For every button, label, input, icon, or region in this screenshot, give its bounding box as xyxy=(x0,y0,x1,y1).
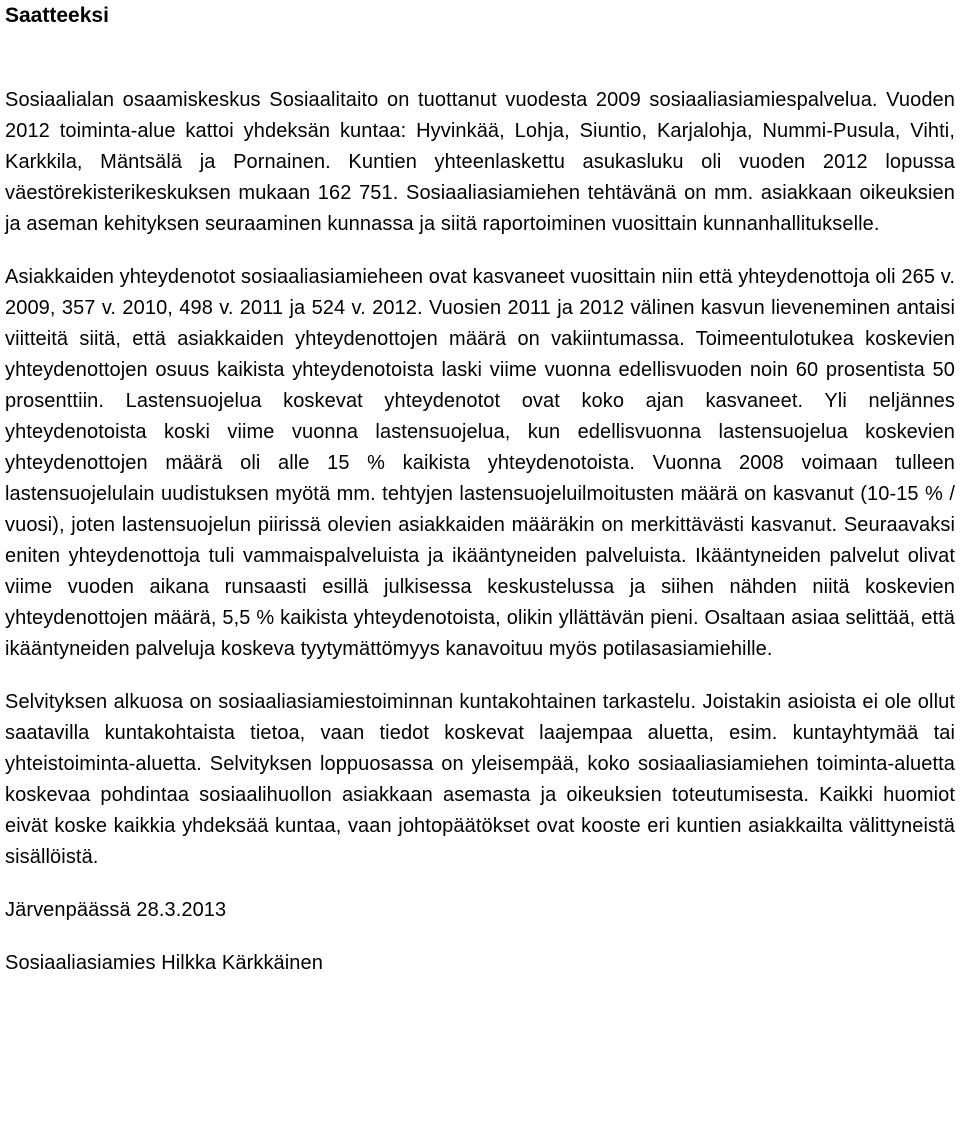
place-and-date: Järvenpäässä 28.3.2013 xyxy=(5,899,227,921)
paragraph-contacts: Asiakkaiden yhteydenotot sosiaaliasiamieheen ovat kasvaneet vuosittain niin että yhteydenottoja oli 265 v. 2009, 357 v. 2010, 498 v. 2011 ja 524 v. 2012. Vuosien 2011 ja 2012 välinen kasvun lieveneminen antaisi viitteitä siitä, että asiakkaiden yhteydenottojen määrä on vakiintumassa. Toimeentulotukea koskevien yhteydenottojen osuus kaikista yhteydenotoista laski viime vuonna edellisvuoden noin 60 prosentista 50 prosenttiin. Lastensuojelua koskevat yhteydenotot ovat koko ajan kasvaneet. Yli neljännes yhteydenotoista koski viime vuonna lastensuojelua, kun edellisvuonna lastensuojelua koskevien yhteydenottojen määrä oli alle 15 % kaikista yhteydenotoista. Vuonna 2008 voimaan tulleen lastensuojelulain uudistuksen myötä mm. tehtyjen lastensuojeluilmoitusten määrä on kasvanut (10-15 % / vuosi), joten lastensuojelun piirissä olevien asiakkaiden määräkin on merkittävästi kasvanut. Seuraavaksi eniten yhteydenottoja tuli vammaispalveluista ja ikääntyneiden palveluista. Ikääntyneiden palvelut olivat viime vuoden aikana runsaasti esillä julkisessa keskustelussa ja siihen nähden niitä koskevien yhteydenottojen määrä, 5,5 % kaikista yhteydenotoista, olikin yllättävän pieni. Osaltaan asiaa selittää, että ikääntyneiden palveluja koskeva tyytymättömyys kanavoituu myös potilasasiamiehille. xyxy=(5,266,955,660)
document-page xyxy=(5,0,955,979)
document-heading: Saatteeksi xyxy=(5,4,109,27)
paragraph-intro: Sosiaalialan osaamiskeskus Sosiaalitaito on tuottanut vuodesta 2009 sosiaaliasiamiespalvelua. Vuoden 2012 toiminta-alue kattoi yhdeksän kuntaa: Hyvinkää, Lohja, Siuntio, Karjalohja, Nummi-Pusula, Vihti, Karkkila, Mäntsälä ja Pornainen. Kuntien yhteenlaskettu asukasluku oli vuoden 2012 lopussa väestörekisterikeskuksen mukaan 162 751. Sosiaaliasiamiehen tehtävänä on mm. asiakkaan oikeuksien ja aseman kehityksen seuraaminen kunnassa ja siitä raportoiminen vuosittain kunnanhallitukselle. xyxy=(5,89,955,235)
signature-line: Sosiaaliasiamies Hilkka Kärkkäinen xyxy=(5,952,323,974)
paragraph-report-structure: Selvityksen alkuosa on sosiaaliasiamiestoiminnan kuntakohtainen tarkastelu. Joistakin asioista ei ole ollut saatavilla kuntakohtaista tietoa, vaan tiedot koskevat laajempaa aluetta, esim. kuntayhtymää tai yhteistoiminta-aluetta. Selvityksen loppuosassa on yleisempää, koko sosiaaliasiamiehen toiminta-aluetta koskevaa pohdintaa sosiaalihuollon asiakkaan asemasta ja oikeuksien toteutumisesta. Kaikki huomiot eivät koske kaikkia yhdeksää kuntaa, vaan johtopäätökset ovat kooste eri kuntien asiakkailta välittyneistä sisällöistä. xyxy=(5,691,955,868)
